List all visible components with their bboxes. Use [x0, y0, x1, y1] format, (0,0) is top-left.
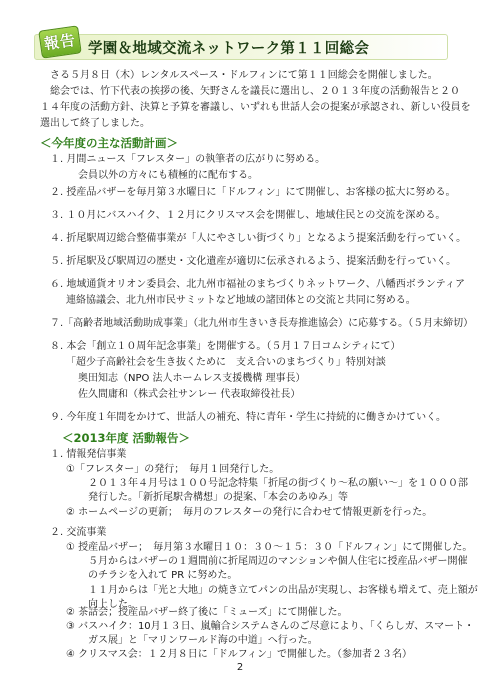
plan-item: 奥田知志（NPO 法人ホームレス支援機構 理事長） — [78, 373, 306, 384]
plan-item: ５. 折尾駅及び駅周辺の歴史・文化遺産が適切に伝承されるよう、提案活動を行っていく。 — [50, 256, 457, 267]
report-item: ① 授産品バザー； 毎月第３水曜日１０：３０～１５：３０「ドルフィン」にて開催した。 — [66, 542, 473, 553]
plan-item: ４. 折尾駅周辺総合整備事業が「人にやさしい街づくり」となるよう提案活動を行っていく。 — [50, 233, 467, 244]
report-item: 発行した。「新折尾駅舎構想」の提案、「本会のあゆみ」等 — [88, 492, 348, 503]
plan-item: 連絡協議会、北九州市民サミットなど地域の諸団体との交流と共同に努める。 — [66, 295, 416, 306]
plan-item: １. 月間ニュース「フレスター」の執筆者の広がりに努める。 — [50, 154, 326, 165]
plan-item: ６. 地域通貨オリオン委員会、北九州市福祉のまちづくりネットワーク、八幡西ボランティア — [50, 279, 465, 290]
plan-item: ２. 授産品バザーを毎月第３水曜日に「ドルフィン」にて開催し、お客様の拡大に努める。 — [50, 187, 456, 198]
intro-line: さる５月８日（木）レンタルスペース・ドルフィンにて第１１回総会を開催しました。 — [50, 70, 438, 81]
report-item: のチラシを入れて PR に努めた。 — [88, 570, 238, 581]
report-heading: ＜2013年度 活動報告＞ — [62, 431, 191, 445]
report-item: ①「フレスター」の発行； 毎月１回発行した。 — [66, 464, 280, 475]
report-item: ２０１３年４月号は１００号記念特集「折尾の街づくり～私の願い～」を１０００部 — [88, 478, 468, 489]
intro-line: 総会では、竹下代表の挨拶の後、矢野さんを議長に選出し、２０１３年度の活動報告と２０ — [50, 86, 460, 97]
plan-item: 会員以外の方々にも積極的に配布する。 — [78, 170, 258, 181]
report-item: １. 情報発信事業 — [50, 449, 127, 460]
report-item: ５月からはバザーの１週間前に折尾周辺のマンションや個人住宅に授産品バザー開催 — [88, 556, 468, 567]
report-item: ④ クリスマス会：１２月８日に「ドルフィン」で開催した。（参加者２３名） — [66, 649, 412, 660]
plan-item: ９. 今年度１年間をかけて、世話人の補充、特に青年・学生に持続的に働きかけていく。 — [50, 412, 446, 423]
report-item: ② 茶話会；授産品バザー終了後に「ミューズ」にて開催した。 — [66, 607, 348, 618]
plan-item: 「超少子高齢社会を生き抜くために 支え合いのまちづくり」特別対談 — [66, 357, 386, 368]
report-item: ③ バスハイク：10月１３日、嵐輸合システムさんのご尽意により、「くらしガ、スマート・ — [66, 621, 475, 632]
page-number: 2 — [236, 662, 244, 673]
report-item: ガス展」と「マリンワールド海の中道」へ行った。 — [88, 635, 318, 646]
report-badge: 報告 — [38, 25, 82, 58]
report-item: １１月からは「光と大地」の焼き立てパンの出品が実現し、お客様も増えて、売上額が — [88, 585, 478, 596]
report-item: ２. 交流事業 — [50, 527, 107, 538]
plan-item: 佐久間庸和（株式会社サンレー 代表取締役社長） — [78, 389, 301, 400]
plan-item: ７.「高齢者地域活動助成事業」（北九州市生きいき長寿推進協会）に応募する。（５月末締切） — [50, 318, 474, 329]
plan-heading: ＜今年度の主な活動計画＞ — [40, 136, 178, 150]
page-title: 学園＆地域交流ネットワーク第１１回総会 — [88, 41, 370, 57]
report-item: ② ホームページの更新； 毎月のフレスターの発行に合わせて情報更新を行った。 — [66, 507, 433, 518]
plan-item: ８. 本会「創立１０周年記念事業」を開催する。（５月１７日コムシティにて） — [50, 341, 401, 352]
plan-item: ３. １０月にバスハイク、１２月にクリスマス会を開催し、地域住民との交流を深める。 — [50, 210, 446, 221]
intro-line: 選出して終了しました。 — [40, 118, 150, 129]
report-item: 向上した。 — [88, 599, 138, 610]
intro-line: １４年度の活動方針、決算と予算を審議し、いずれも世話人会の提案が承認され、新しい役員を — [40, 102, 471, 113]
